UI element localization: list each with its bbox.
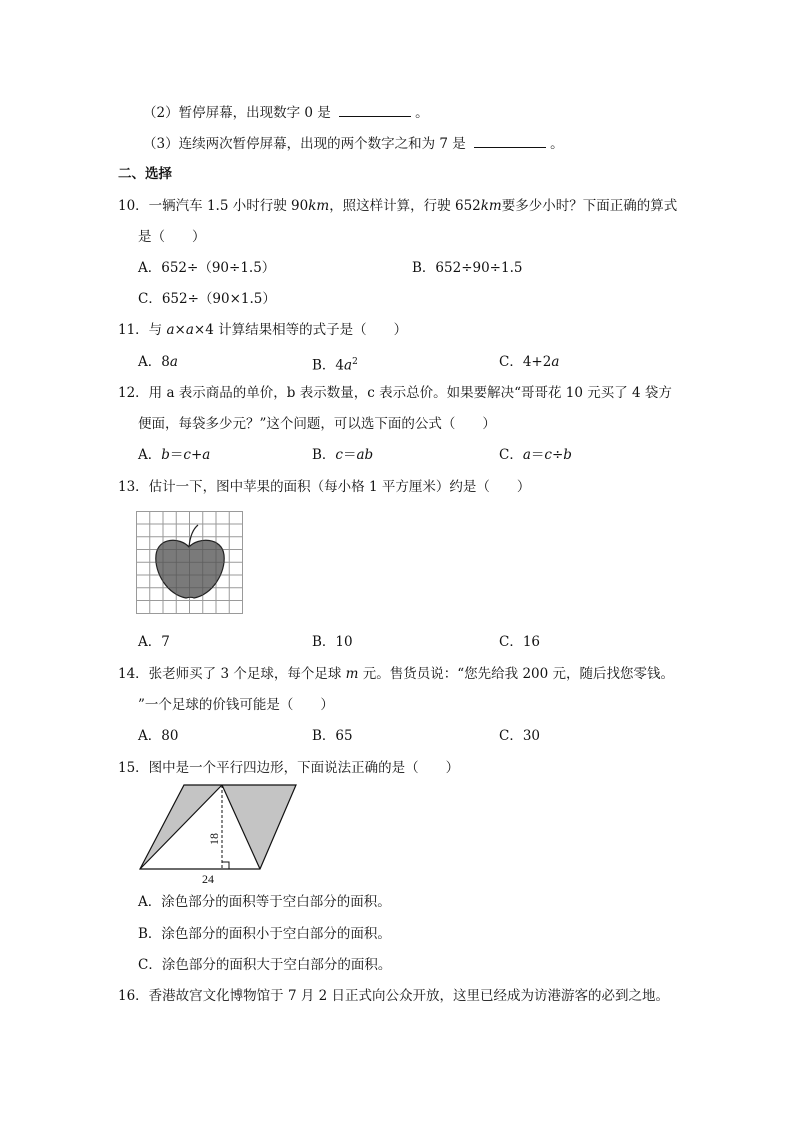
answer-blank: [339, 103, 411, 117]
question-14-text: 14．张老师买了 3 个足球，每个足球 m 元。售货员说：“您先给我 200 元，随后找您零钱。: [118, 666, 675, 682]
question-12-text: 12．用 a 表示商品的单价，b 表示数量，c 表示总价。如果要解决“哥哥花 10 元买了 4 袋方: [118, 385, 672, 401]
q10-option-c: C．652÷（90×1.5）: [138, 291, 276, 307]
parallelogram-figure: [136, 783, 300, 887]
q10-option-b: B．652÷90÷1.5: [412, 260, 523, 276]
shaded-right-triangle: [222, 785, 296, 869]
q14-option-b: B．65: [312, 728, 353, 744]
q12-option-a: A．b＝c+a: [138, 447, 211, 463]
q10-option-a: A．652÷（90÷1.5）: [138, 260, 276, 276]
q15-option-b: B．涂色部分的面积小于空白部分的面积。: [138, 926, 391, 942]
q14-option-a: A．80: [138, 728, 179, 744]
q14-option-c: C．30: [499, 728, 541, 744]
q13-option-a: A．7: [138, 634, 170, 650]
q11-option-c: C．4+2a: [499, 354, 560, 370]
base-label: 24: [202, 872, 214, 886]
question-16-text: 16．香港故宫文化博物馆于 7 月 2 日正式向公众开放，这里已经成为访港游客的必到之地。: [118, 988, 670, 1004]
question-10-text-cont: 是（ ）: [138, 229, 206, 245]
q15-option-a: A．涂色部分的面积等于空白部分的面积。: [138, 894, 391, 910]
q13-option-b: B．10: [312, 634, 353, 650]
question-9-part-3: （3）连续两次暂停屏幕，出现的两个数字之和为 7 是 。: [143, 136, 564, 152]
q15-option-c: C．涂色部分的面积大于空白部分的面积。: [138, 957, 392, 973]
q13-option-c: C．16: [499, 634, 541, 650]
height-label: 18: [207, 833, 221, 845]
section-title: 二、选择: [118, 166, 172, 182]
q11-option-b: B．$4a^2$: [312, 357, 358, 374]
question-10-text: 10．一辆汽车 1.5 小时行驶 90km，照这样计算，行驶 652km要多少小时？下面正确的算式: [118, 198, 678, 214]
question-9-part-2: （2）暂停屏幕，出现数字 0 是 。: [143, 105, 429, 121]
question-15-text: 15．图中是一个平行四边形，下面说法正确的是（ ）: [118, 760, 460, 776]
question-14-text-cont: ”一个足球的价钱可能是（ ）: [138, 697, 334, 713]
q12-option-b: B．c＝ab: [312, 447, 374, 463]
question-13-text: 13．估计一下，图中苹果的面积（每小格 1 平方厘米）约是（ ）: [118, 479, 531, 495]
answer-blank: [474, 134, 546, 148]
q11-option-a: A．8a: [138, 354, 178, 370]
question-12-text-cont: 便面，每袋多少元？”这个问题，可以选下面的公式（ ）: [138, 416, 496, 432]
right-angle-mark: [222, 862, 229, 869]
question-11-text: 11．与 a×a×4 计算结果相等的式子是（ ）: [118, 322, 408, 338]
apple-shape: [156, 540, 224, 598]
q12-option-c: C．a＝c÷b: [499, 447, 572, 463]
apple-grid-figure: [136, 511, 244, 615]
